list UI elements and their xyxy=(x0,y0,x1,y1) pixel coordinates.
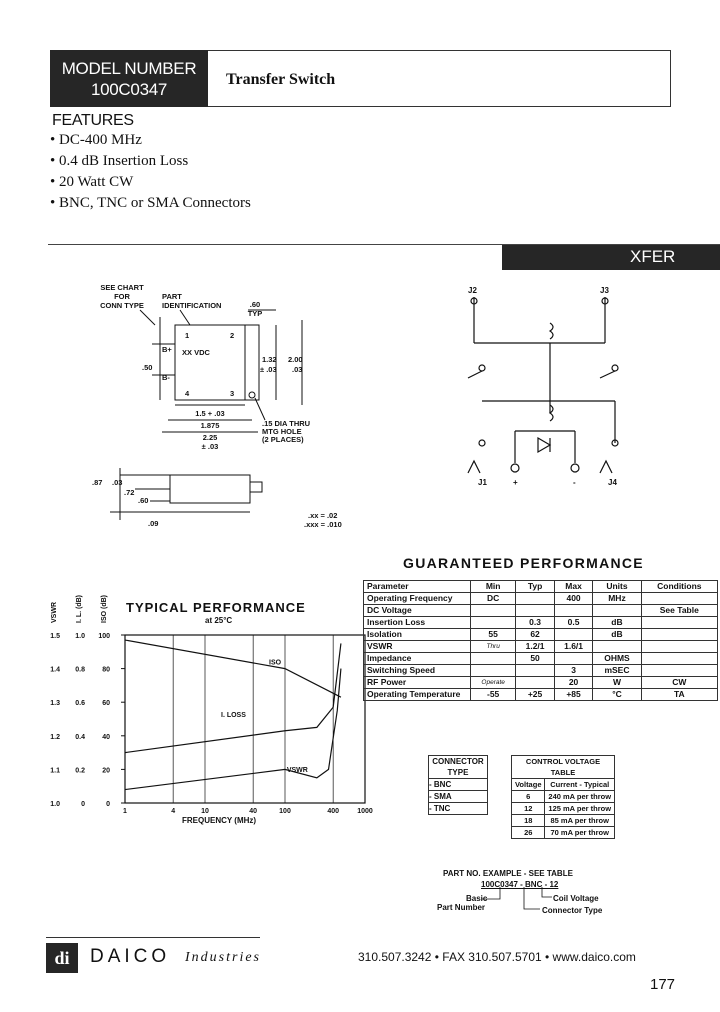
dim-text: 1.5 + .03 xyxy=(195,409,225,418)
y-tick-label: 100 xyxy=(98,633,110,640)
y-tick-label: 80 xyxy=(102,666,110,674)
table-cell xyxy=(471,665,516,677)
y-tick-label: 0 xyxy=(81,801,85,808)
table-cell: 55 xyxy=(471,629,516,641)
cell: 240 mA per throw xyxy=(545,791,615,803)
table-row xyxy=(364,617,718,629)
table-cell: 20 xyxy=(554,677,593,689)
table-cell: 1.2/1 xyxy=(516,641,555,653)
table-cell: Thru xyxy=(471,641,516,653)
leader-line xyxy=(180,310,190,325)
leader-line xyxy=(140,310,155,325)
y-tick-label: 1.0 xyxy=(75,633,85,640)
column-header: Typ xyxy=(516,581,555,593)
b-minus-label: B- xyxy=(162,373,170,382)
part-example-basic: Basic xyxy=(466,894,488,903)
contact xyxy=(479,365,485,371)
dim-text: 1.875 xyxy=(200,421,220,430)
feature-item: • 20 Watt CW xyxy=(50,174,134,190)
guaranteed-title: GUARANTEED PERFORMANCE xyxy=(403,555,644,571)
feature-item: • BNC, TNC or SMA Connectors xyxy=(50,195,251,211)
dim-text: 2.00 xyxy=(288,355,303,364)
connector-header xyxy=(429,756,488,779)
contact xyxy=(479,440,485,446)
table-row xyxy=(512,803,615,815)
part-example-title: PART NO. EXAMPLE - SEE TABLE xyxy=(443,869,573,878)
table-cell xyxy=(554,629,593,641)
section-tab-label: XFER xyxy=(630,247,676,266)
table-cell: Operate xyxy=(471,677,516,689)
table-cell: Switching Speed xyxy=(364,665,471,677)
table-cell: Insertion Loss xyxy=(364,617,471,629)
feature-item: • DC-400 MHz xyxy=(50,132,142,148)
y-tick-label: 1.3 xyxy=(50,700,60,708)
chart-title: TYPICAL PERFORMANCE xyxy=(126,600,306,615)
table-cell: VSWR xyxy=(364,641,471,653)
feature-item: • 0.4 dB Insertion Loss xyxy=(50,153,189,169)
antenna-symbol xyxy=(600,461,612,473)
part-example-leaders xyxy=(480,887,560,913)
leader-line xyxy=(524,887,540,909)
part-example-conn: Connector Type xyxy=(542,906,603,915)
cell: 85 mA per throw xyxy=(545,815,615,827)
table-row xyxy=(512,827,615,839)
column-header: Current - Typical xyxy=(545,779,615,791)
switch-arm xyxy=(468,371,482,378)
mechanical-drawing xyxy=(80,280,360,540)
table-cell xyxy=(516,593,555,605)
table-cell xyxy=(516,605,555,617)
terminal xyxy=(571,464,579,472)
dim-text: .09 xyxy=(148,519,159,528)
contact-info: 310.507.3242 • FAX 310.507.5701 • www.daico.com xyxy=(358,950,636,964)
minus-label: - xyxy=(573,478,576,487)
y-tick-label: 1.0 xyxy=(50,801,60,808)
dim-text: .87 xyxy=(92,478,103,487)
table-row xyxy=(429,779,488,791)
antenna-symbol xyxy=(468,461,480,473)
table-cell xyxy=(641,593,717,605)
table-row xyxy=(429,791,488,803)
terminal xyxy=(511,464,519,472)
table-cell: dB xyxy=(593,629,641,641)
table-cell: 62 xyxy=(516,629,555,641)
side-view-body xyxy=(170,475,250,503)
y-tick-label: 0.8 xyxy=(75,666,85,674)
contact xyxy=(612,365,618,371)
cvt-title: CONTROL VOLTAGE TABLE xyxy=(512,756,615,779)
table-cell: MHz xyxy=(593,593,641,605)
mtg-hole xyxy=(249,392,255,398)
table-row xyxy=(512,791,615,803)
table-cell xyxy=(471,617,516,629)
guaranteed-table xyxy=(363,580,718,701)
performance-chart xyxy=(40,590,373,820)
dim-text: TYP xyxy=(247,309,263,318)
cell: 12 xyxy=(512,803,545,815)
model-number-box xyxy=(50,50,208,107)
x-tick-label: 400 xyxy=(327,808,340,815)
y-tick-label: 1.5 xyxy=(50,633,60,640)
product-title: Transfer Switch xyxy=(226,71,336,88)
table-cell: CW xyxy=(641,677,717,689)
table-cell xyxy=(471,605,516,617)
y-tick-label: 1.1 xyxy=(50,767,60,775)
part-id-text: IDENTIFICATION xyxy=(162,301,222,310)
dim-text: ± .03 xyxy=(201,442,219,451)
dim-text: .60 xyxy=(138,496,149,505)
table-row xyxy=(364,593,718,605)
part-example-code: 100C0347 - BNC - 12 xyxy=(481,880,559,889)
table-cell xyxy=(516,677,555,689)
table-row xyxy=(512,815,615,827)
model-label: MODEL NUMBER xyxy=(61,59,197,78)
series-label: I. LOSS xyxy=(221,711,246,719)
table-cell: RF Power xyxy=(364,677,471,689)
dim-text: .03 xyxy=(112,478,123,487)
table-cell xyxy=(554,653,593,665)
switch-arm xyxy=(600,371,615,378)
x-tick-label: 40 xyxy=(249,808,258,815)
table-cell xyxy=(516,665,555,677)
y-tick-label: 20 xyxy=(102,767,110,775)
table-cell: Operating Temperature xyxy=(364,689,471,701)
series-line-vswr xyxy=(125,669,341,790)
see-chart-text: SEE CHART xyxy=(100,283,144,292)
table-row xyxy=(364,689,718,701)
brand-name: DAICO xyxy=(90,946,171,967)
tolerance-text: .xx = .02 xyxy=(308,511,338,520)
column-header: Max xyxy=(554,581,593,593)
table-cell: DC xyxy=(471,593,516,605)
table-cell xyxy=(641,665,717,677)
diode-symbol xyxy=(538,438,550,452)
plot-frame xyxy=(125,635,365,803)
table-cell: Isolation xyxy=(364,629,471,641)
footer-rule xyxy=(46,937,260,938)
table-cell: 3 xyxy=(554,665,593,677)
section-tab xyxy=(502,245,720,270)
page-number: 177 xyxy=(650,976,676,993)
table-cell xyxy=(471,653,516,665)
table-cell: W xyxy=(593,677,641,689)
table-row xyxy=(429,756,488,779)
y-tick-label: 60 xyxy=(102,700,110,708)
tolerance-text: .xxx = .010 xyxy=(304,520,342,529)
b-plus-label: B+ xyxy=(162,345,172,354)
cell: 18 xyxy=(512,815,545,827)
table-row xyxy=(429,803,488,815)
series-label: VSWR xyxy=(286,766,308,774)
y-tick-label: 0.2 xyxy=(75,767,85,775)
dim-text: .60 xyxy=(249,300,261,309)
x-tick-label: 1000 xyxy=(357,808,373,815)
table-header-row xyxy=(364,581,718,593)
cell: 70 mA per throw xyxy=(545,827,615,839)
table-cell xyxy=(641,641,717,653)
table-cell: dB xyxy=(593,617,641,629)
part-id-text: PART xyxy=(162,292,182,301)
column-header: Conditions xyxy=(641,581,717,593)
dim-text: .03 xyxy=(292,365,303,374)
y-tick-label: 0 xyxy=(106,801,110,808)
dim-text: ± .03 xyxy=(260,365,277,374)
y-tick-label: 40 xyxy=(102,733,110,741)
pin-label: 1 xyxy=(185,331,190,340)
table-cell: 1.6/1 xyxy=(554,641,593,653)
table-cell: Operating Frequency xyxy=(364,593,471,605)
model-number: 100C0347 xyxy=(90,80,168,99)
mtg-hole-text: MTG HOLE xyxy=(262,427,302,436)
cell: 6 xyxy=(512,791,545,803)
table-row xyxy=(364,605,718,617)
table-row xyxy=(364,677,718,689)
table-cell xyxy=(593,641,641,653)
port-label-j1: J1 xyxy=(478,478,487,487)
y-tick-label: 1.2 xyxy=(50,733,60,741)
leader-line xyxy=(542,887,552,897)
port-label-j4: J4 xyxy=(608,478,617,487)
leader-line xyxy=(255,398,265,420)
axis-label: VSWR xyxy=(51,602,58,623)
dim-text: .50 xyxy=(142,363,153,372)
title-box xyxy=(208,50,671,107)
chart-xlabel: FREQUENCY (MHz) xyxy=(182,816,257,825)
dim-text: 1.32 xyxy=(262,355,277,364)
port-label-j2: J2 xyxy=(468,286,477,295)
y-tick-label: 1.4 xyxy=(50,666,60,674)
table-cell: 0.3 xyxy=(516,617,555,629)
control-voltage-table xyxy=(511,755,615,839)
table-row xyxy=(364,653,718,665)
mtg-hole-text: .15 DIA THRU xyxy=(262,419,311,428)
guaranteed-table-body xyxy=(364,593,718,701)
pin-label: 3 xyxy=(230,389,235,398)
connector-header-line: CONNECTOR xyxy=(432,757,484,766)
y-tick-label: 0.4 xyxy=(75,733,85,741)
x-tick-label: 4 xyxy=(171,808,176,815)
axis-label: I. L. (dB) xyxy=(76,595,83,623)
table-cell: 400 xyxy=(554,593,593,605)
side-view-connector xyxy=(250,482,262,492)
pin-label: 4 xyxy=(185,389,190,398)
xx-vdc-text: XX VDC xyxy=(182,348,210,357)
table-row xyxy=(364,641,718,653)
part-example-coil: Coil Voltage xyxy=(553,894,599,903)
pin-label: 2 xyxy=(230,331,235,340)
table-cell: +85 xyxy=(554,689,593,701)
cell: 26 xyxy=(512,827,545,839)
table-cell: Impedance xyxy=(364,653,471,665)
port-label-j3: J3 xyxy=(600,286,609,295)
brand-industries: Industries xyxy=(185,950,261,965)
table-cell: °C xyxy=(593,689,641,701)
table-cell: See Table xyxy=(641,605,717,617)
table-cell xyxy=(641,653,717,665)
table-cell: DC Voltage xyxy=(364,605,471,617)
table-cell: 0.5 xyxy=(554,617,593,629)
table-cell xyxy=(593,605,641,617)
column-header: Voltage xyxy=(512,779,545,791)
connector-option: - TNC xyxy=(429,803,488,815)
table-cell: TA xyxy=(641,689,717,701)
series-line-iso xyxy=(125,640,341,697)
dim-text: .72 xyxy=(124,488,135,497)
table-cell: mSEC xyxy=(593,665,641,677)
table-cell xyxy=(641,629,717,641)
cell: 125 mA per throw xyxy=(545,803,615,815)
features-heading: FEATURES xyxy=(52,112,134,129)
table-cell: -55 xyxy=(471,689,516,701)
column-header: Units xyxy=(593,581,641,593)
part-example-basic: Part Number xyxy=(437,903,486,912)
mtg-hole-text: (2 PLACES) xyxy=(262,435,304,444)
connector-option: - SMA xyxy=(429,791,488,803)
schematic-diagram xyxy=(450,283,650,493)
table-cell: 50 xyxy=(516,653,555,665)
column-header: Min xyxy=(471,581,516,593)
axis-label: ISO (dB) xyxy=(101,595,108,623)
series-label: ISO xyxy=(269,659,282,667)
table-row xyxy=(512,779,615,791)
connector-side xyxy=(245,325,259,400)
leader-line xyxy=(482,887,500,899)
x-tick-label: 100 xyxy=(279,808,291,815)
table-row xyxy=(364,629,718,641)
table-cell xyxy=(641,617,717,629)
connector-option: - BNC xyxy=(429,779,488,791)
coil-symbol xyxy=(550,323,553,339)
table-row xyxy=(364,665,718,677)
see-chart-text: FOR xyxy=(114,292,130,301)
x-tick-label: 1 xyxy=(123,808,127,815)
dim-text: 2.25 xyxy=(202,433,218,442)
table-cell xyxy=(554,605,593,617)
connector-header-line: TYPE xyxy=(447,768,469,777)
daico-logo: di xyxy=(46,943,78,973)
see-chart-text: CONN TYPE xyxy=(100,301,144,310)
x-tick-label: 10 xyxy=(201,808,209,815)
table-row xyxy=(512,756,615,779)
table-cell: OHMS xyxy=(593,653,641,665)
chart-subtitle: at 25°C xyxy=(205,616,233,625)
column-header: Parameter xyxy=(364,581,471,593)
table-cell: +25 xyxy=(516,689,555,701)
connector-table xyxy=(428,755,488,815)
y-tick-label: 0.6 xyxy=(75,700,85,708)
plus-label: + xyxy=(513,478,518,487)
